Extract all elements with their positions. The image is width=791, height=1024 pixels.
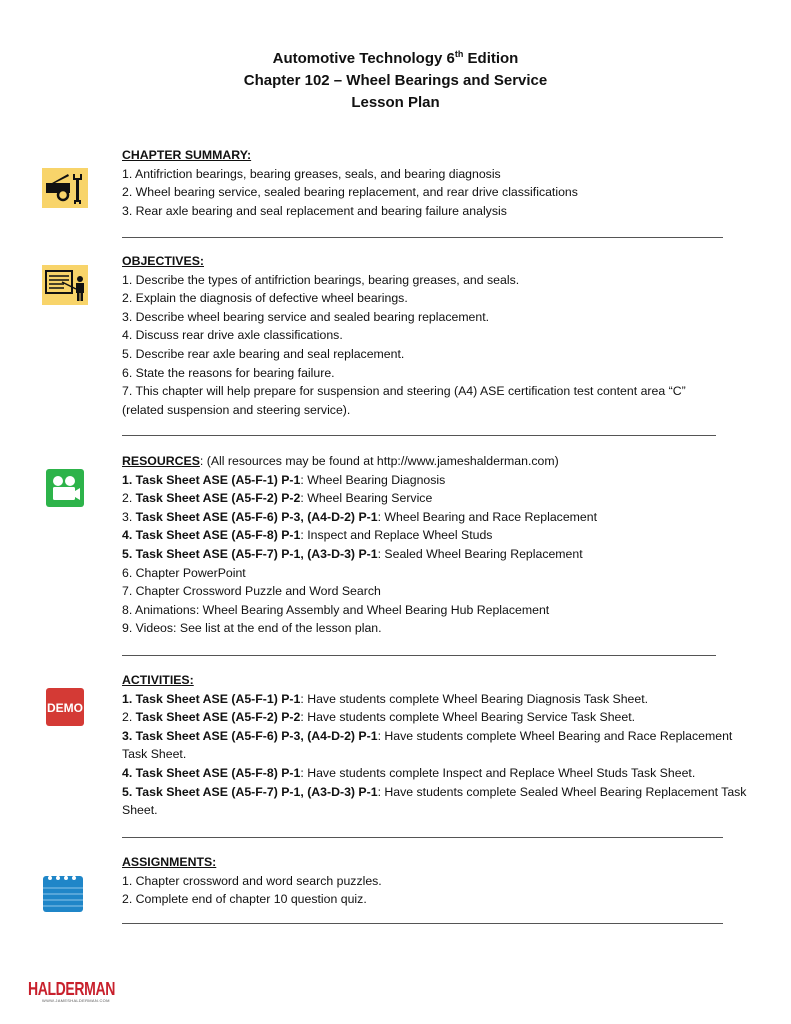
- chapter-summary-heading: CHAPTER SUMMARY:: [122, 148, 252, 162]
- activity-item: [122, 690, 752, 709]
- title-line-3: Lesson Plan: [351, 94, 440, 111]
- resource-item: [122, 489, 752, 508]
- activities-heading: ACTIVITIES:: [122, 673, 194, 687]
- assignments-heading: ASSIGNMENTS:: [122, 855, 217, 869]
- title-edition: Edition: [463, 50, 519, 67]
- demo-icon-label: DEMO: [47, 701, 83, 715]
- item-text: : Wheel Bearing Diagnosis: [300, 472, 446, 487]
- summary-item: 3. Rear axle bearing and seal replacement and bearing failure analysis: [122, 203, 507, 218]
- item-number: 3.: [122, 728, 133, 743]
- divider: [122, 655, 716, 656]
- item-number: 2.: [122, 491, 133, 506]
- task-sheet-code: Task Sheet ASE (A5-F-8) P-1: [132, 765, 301, 780]
- resources-heading: RESOURCES: [122, 454, 200, 468]
- chapter-summary-section: [122, 146, 752, 220]
- divider: [122, 435, 716, 436]
- task-sheet-page: P-1: [281, 528, 301, 543]
- activity-item: [122, 727, 752, 764]
- item-text: : Have students complete Wheel Bearing Service Task Sheet.: [300, 710, 636, 725]
- logo-url: WWW.JAMESHALDERMAN.COM: [42, 998, 110, 1003]
- item-text: : Wheel Bearing Service: [300, 491, 433, 506]
- task-sheet-code: Task Sheet ASE (A5-F-2) P-2: [132, 710, 301, 725]
- resources-heading-row: [122, 452, 752, 471]
- task-sheet-code: Task Sheet ASE (A5-F-1): [132, 472, 282, 487]
- resource-item: [122, 508, 752, 527]
- objective-item: 7. This chapter will help prepare for suspension and steering (A4) ASE certification test content area “C” (related suspension and steering service).: [122, 384, 686, 417]
- summary-item: 2. Wheel bearing service, sealed bearing replacement, and rear drive classifications: [122, 185, 578, 200]
- item-number: 1.: [122, 472, 133, 487]
- teacher-board-icon: [42, 265, 88, 305]
- activity-item: [122, 764, 752, 783]
- activity-item: [122, 783, 752, 820]
- item-number: 5.: [122, 784, 133, 799]
- item-text: : Inspect and Replace Wheel Studs: [300, 528, 493, 543]
- item-text: : Have students complete Sealed Wheel Bearing Replacement Task Sheet.: [122, 784, 747, 818]
- objective-item: 1. Describe the types of antifriction bearings, bearing greases, and seals.: [122, 272, 520, 287]
- objective-item: 3. Describe wheel bearing service and sealed bearing replacement.: [122, 309, 490, 324]
- summary-item: 1. Antifriction bearings, bearing greases, seals, and bearing diagnosis: [122, 166, 501, 181]
- objective-item: 6. State the reasons for bearing failure.: [122, 365, 335, 380]
- divider: [122, 923, 723, 924]
- objectives-section: [122, 252, 752, 419]
- resources-section: [122, 452, 752, 638]
- resource-item: [122, 471, 752, 490]
- item-number: 4.: [122, 765, 133, 780]
- assignment-item: 2. Complete end of chapter 10 question quiz.: [122, 892, 367, 907]
- title-superscript: th: [454, 49, 464, 59]
- logo-wordmark: HALDERMAN: [28, 979, 115, 999]
- item-number: 2.: [122, 710, 133, 725]
- resource-item: 8. Animations: Wheel Bearing Assembly and Wheel Bearing Hub Replacement: [122, 602, 550, 617]
- task-sheet-page: P-1, (A3-D-3) P-1: [281, 546, 378, 561]
- task-sheet-page: P-2: [281, 491, 301, 506]
- task-sheet-code: Task Sheet ASE (A5-F-6): [132, 509, 282, 524]
- notepad-icon: [43, 872, 83, 912]
- item-text: : Have students complete Wheel Bearing and Race Replacement Task Sheet.: [122, 728, 733, 762]
- item-number: 1.: [122, 691, 133, 706]
- halderman-logo: [28, 979, 115, 1014]
- item-number: 3.: [122, 509, 133, 524]
- item-number: 4.: [122, 528, 133, 543]
- item-text: : Wheel Bearing and Race Replacement: [377, 509, 597, 524]
- assignments-section: [122, 853, 752, 909]
- task-sheet-code: Task Sheet ASE (A5-F-8): [132, 528, 282, 543]
- activity-item: [122, 708, 752, 727]
- resource-item: 6. Chapter PowerPoint: [122, 565, 246, 580]
- resource-item: [122, 545, 752, 564]
- objectives-heading: OBJECTIVES:: [122, 254, 204, 268]
- car-repair-icon: [42, 168, 88, 208]
- task-sheet-code: Task Sheet ASE (A5-F-1) P-1: [132, 691, 301, 706]
- task-sheet-page: P-3, (A4-D-2) P-1: [281, 509, 378, 524]
- task-sheet-code: Task Sheet ASE (A5-F-7): [132, 546, 282, 561]
- objective-item: 5. Describe rear axle bearing and seal replacement.: [122, 346, 405, 361]
- title-text: Automotive Technology 6: [272, 50, 455, 67]
- item-text: : Sealed Wheel Bearing Replacement: [377, 546, 583, 561]
- item-text: : Have students complete Inspect and Replace Wheel Studs Task Sheet.: [300, 765, 696, 780]
- task-sheet-code: Task Sheet ASE (A5-F-7) P-1, (A3-D-3) P-1: [132, 784, 378, 799]
- demo-icon: [46, 688, 84, 726]
- resources-heading-note: : (All resources may be found at http://www.jameshalderman.com): [199, 454, 559, 468]
- task-sheet-page: P-1: [281, 472, 301, 487]
- title-line-2: Chapter 102 – Wheel Bearings and Service: [243, 72, 548, 89]
- video-camera-icon: [46, 469, 84, 507]
- assignment-item: 1. Chapter crossword and word search puzzles.: [122, 873, 382, 888]
- objective-item: 2. Explain the diagnosis of defective wheel bearings.: [122, 291, 408, 306]
- item-number: 5.: [122, 546, 133, 561]
- task-sheet-code: Task Sheet ASE (A5-F-2): [132, 491, 282, 506]
- activities-section: [122, 671, 752, 820]
- resource-item: [122, 526, 752, 545]
- resource-item: 7. Chapter Crossword Puzzle and Word Search: [122, 584, 381, 599]
- document-title: [0, 48, 791, 114]
- divider: [122, 837, 723, 838]
- item-text: : Have students complete Wheel Bearing Diagnosis Task Sheet.: [300, 691, 649, 706]
- objective-item: 4. Discuss rear drive axle classifications.: [122, 328, 343, 343]
- task-sheet-code: Task Sheet ASE (A5-F-6) P-3, (A4-D-2) P-1: [132, 728, 378, 743]
- resource-item: 9. Videos: See list at the end of the lesson plan.: [122, 621, 382, 636]
- title-line-1: [0, 48, 791, 70]
- divider: [122, 237, 723, 238]
